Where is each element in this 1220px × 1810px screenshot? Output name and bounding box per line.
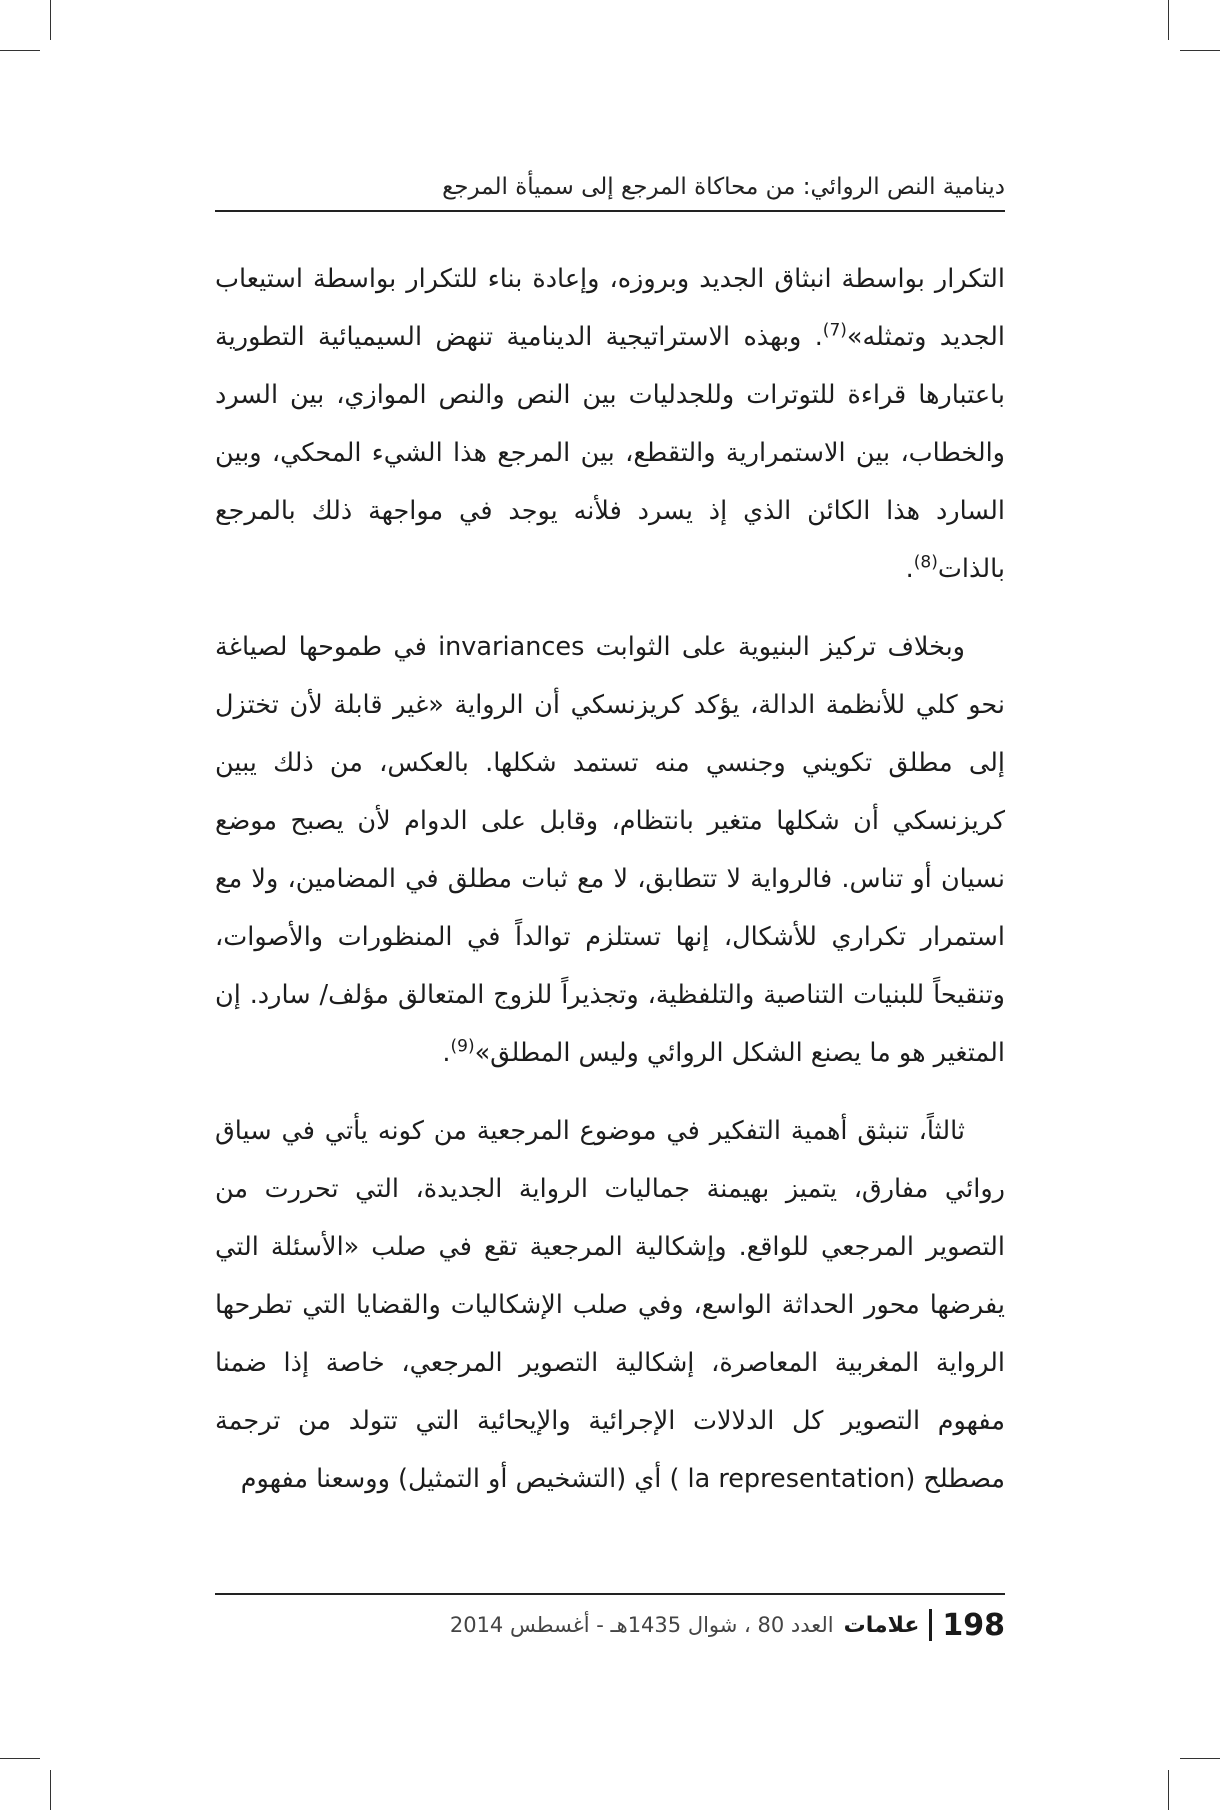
footnote-ref: (7) [822,320,847,341]
page-footer [215,1605,1005,1645]
crop-mark [0,50,40,51]
crop-mark [1180,50,1220,51]
running-header: دينامية النص الروائي: من محاكاة المرجع إلى سميأة المرجع [442,174,1005,200]
issue-info: العدد 80 ، شوال 1435هـ - أغسطس 2014 [449,1613,834,1637]
footnote-ref: (9) [450,1036,475,1057]
paragraph: وبخلاف تركيز البنيوية على الثوابت invariances في طموحها لصياغة نحو كلي للأنظمة الدالة، يؤكد كريزنسكي أن الرواية «غير قابلة لأن تختزل إلى مطلق تكويني وجنسي منه تستمد شكلها. بالعكس، من ذلك يبين كريزنسكي أن شكلها متغير بانتظام، وقابل على الدوام لأن يصبح موضع نسيان أو تناس. فالرواية لا تتطابق، لا مع ثبات مطلق في المضامين، ولا مع استمرار تكراري للأشكال، إنها تستلزم توالداً في المنظورات والأصوات، وتنقيحاً للبنيات التناصية والتلفظية، وتجذيراً للزوج المتعالق مؤلف/ سارد. إن المتغير هو ما يصنع الشكل الروائي وليس المطلق»$^{(9)}$. [215,632,1005,1068]
footnote-ref: (8) [913,552,938,573]
article-body [215,250,1005,1528]
paragraph: التكرار بواسطة انبثاق الجديد وبروزه، وإعادة بناء للتكرار بواسطة استيعاب الجديد وتمثله»$^{(7)}$. وبهذه الاستراتيجية الدينامية تنهض السيميائية التطورية باعتبارها قراءة للتوترات وللجدليات بين النص والنص الموازي، بين السرد والخطاب، بين الاستمرارية والتقطع، بين المرجع هذا الشيء المحكي، وبين السارد هذا الكائن الذي إذ يسرد فلأنه يوجد في مواجهة ذلك بالمرجع بالذات$^{(8)}$. [215,264,1005,584]
crop-mark [1168,1770,1169,1810]
footer-separator [929,1609,932,1641]
crop-mark [0,1758,40,1759]
footer-divider [215,1593,1005,1595]
header-divider [215,210,1005,212]
paragraph: ثالثاً، تنبثق أهمية التفكير في موضوع المرجعية من كونه يأتي في سياق روائي مفارق، يتميز بهيمنة جماليات الرواية الجديدة، التي تحررت من التصوير المرجعي للواقع. وإشكالية المرجعية تقع في صلب «الأسئلة التي يفرضها محور الحداثة الواسع، وفي صلب الإشكاليات والقضايا التي تطرحها الرواية المغربية المعاصرة، إشكالية التصوير المرجعي، خاصة إذا ضمنا مفهوم التصوير كل الدلالات الإجرائية والإيحائية التي تتولد من ترجمة مصطلح (la representation ) أي (التشخيص أو التمثيل) ووسعنا مفهوم [215,1116,1005,1494]
journal-logo: علامات [843,1612,920,1638]
page-number: 198 [942,1607,1005,1643]
crop-mark [50,1770,51,1810]
crop-mark [1180,1758,1220,1759]
crop-mark [50,0,51,40]
crop-mark [1168,0,1169,40]
